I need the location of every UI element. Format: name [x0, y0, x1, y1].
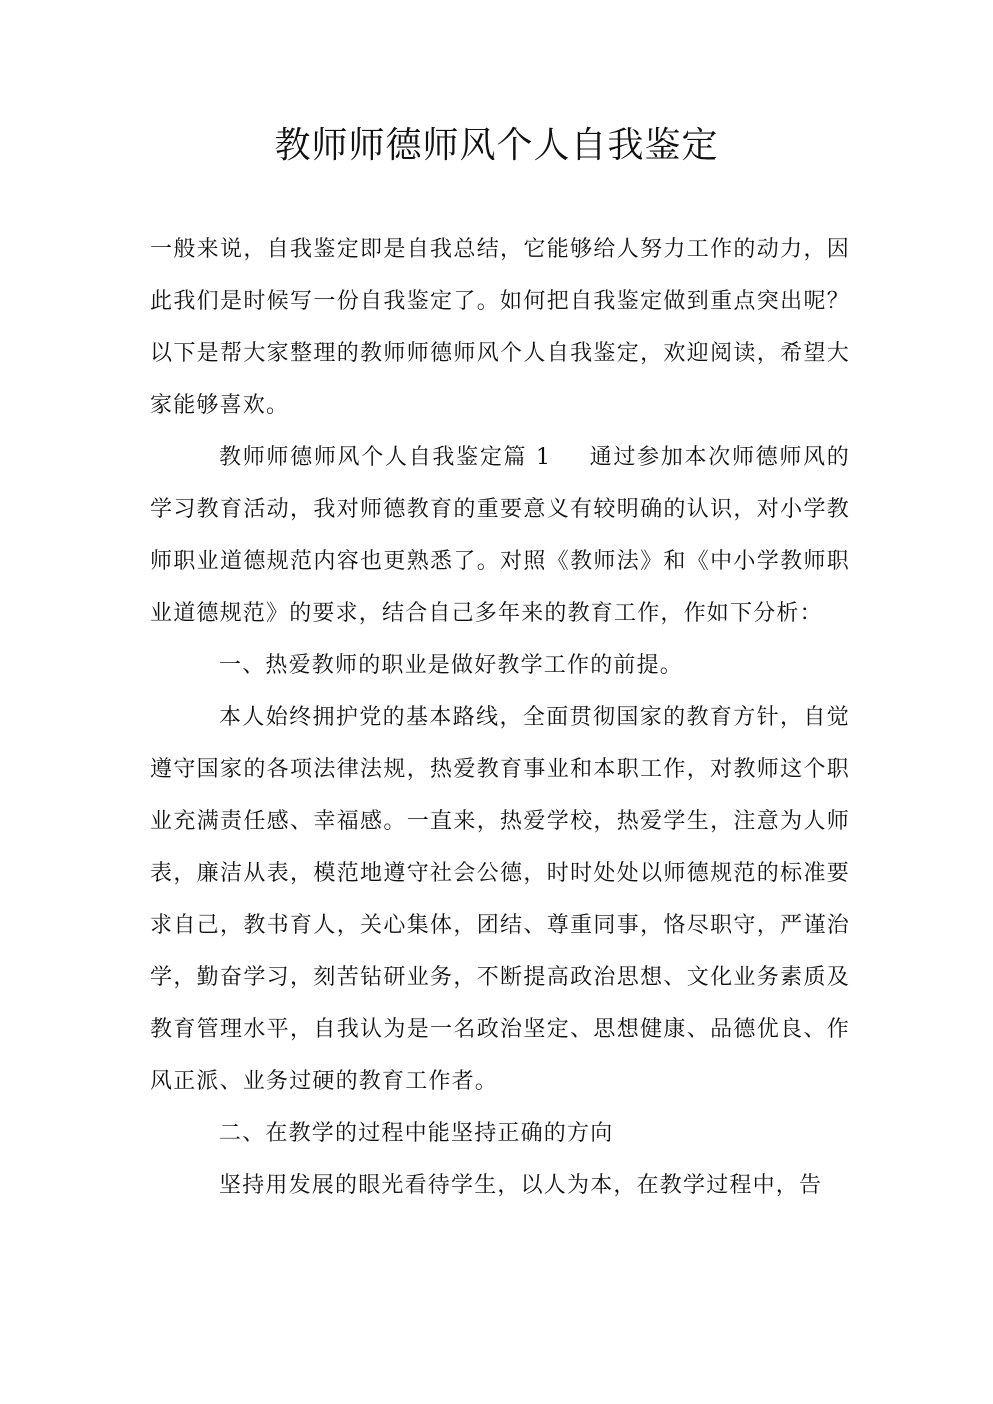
point1-heading: 一、热爱教师的职业是做好教学工作的前提。: [219, 653, 684, 678]
section1-heading: 教师师德师风个人自我鉴定篇 1: [219, 445, 552, 470]
document-title: 教师师德师风个人自我鉴定: [274, 125, 719, 166]
intro-paragraph: 一般来说，自我鉴定即是自我总结，它能够给人努力工作的动力，因此我们是时候写一份自我鉴定了。如何把自我鉴定做到重点突出呢？以下是帮大家整理的教师师德师风个人自我鉴定，欢迎阅读，希望大家能够喜欢。: [150, 237, 850, 418]
section1-paragraph: [150, 432, 850, 640]
section1-text: 通过参加本次师德师风的学习教育活动，我对师德教育的重要意义有较明确的认识，对小学教师职业道德规范内容也更熟悉了。对照《教师法》和《中小学教师职业道德规范》的要求，结合自己多年来的教育工作，作如下分析：: [150, 445, 851, 626]
document-body: [150, 224, 850, 1212]
point1-paragraph: 本人始终拥护党的基本路线，全面贯彻国家的教育方针，自觉遵守国家的各项法律法规，热爱教育事业和本职工作，对教师这个职业充满责任感、幸福感。一直来，热爱学校，热爱学生，注意为人师表，廉洁从表，模范地遵守社会公德，时时处处以师德规范的标准要求自己，教书育人，关心集体，团结、尊重同事，恪尽职守，严谨治学，勤奋学习，刻苦钻研业务，不断提高政治思想、文化业务素质及教育管理水平，自我认为是一名政治坚定、思想健康、品德优良、作风正派、业务过硬的教育工作者。: [150, 705, 850, 1094]
point2-paragraph: 坚持用发展的眼光看待学生，以人为本，在教学过程中，告: [219, 1173, 823, 1198]
point2-heading: 二、在教学的过程中能坚持正确的方向: [219, 1121, 614, 1146]
